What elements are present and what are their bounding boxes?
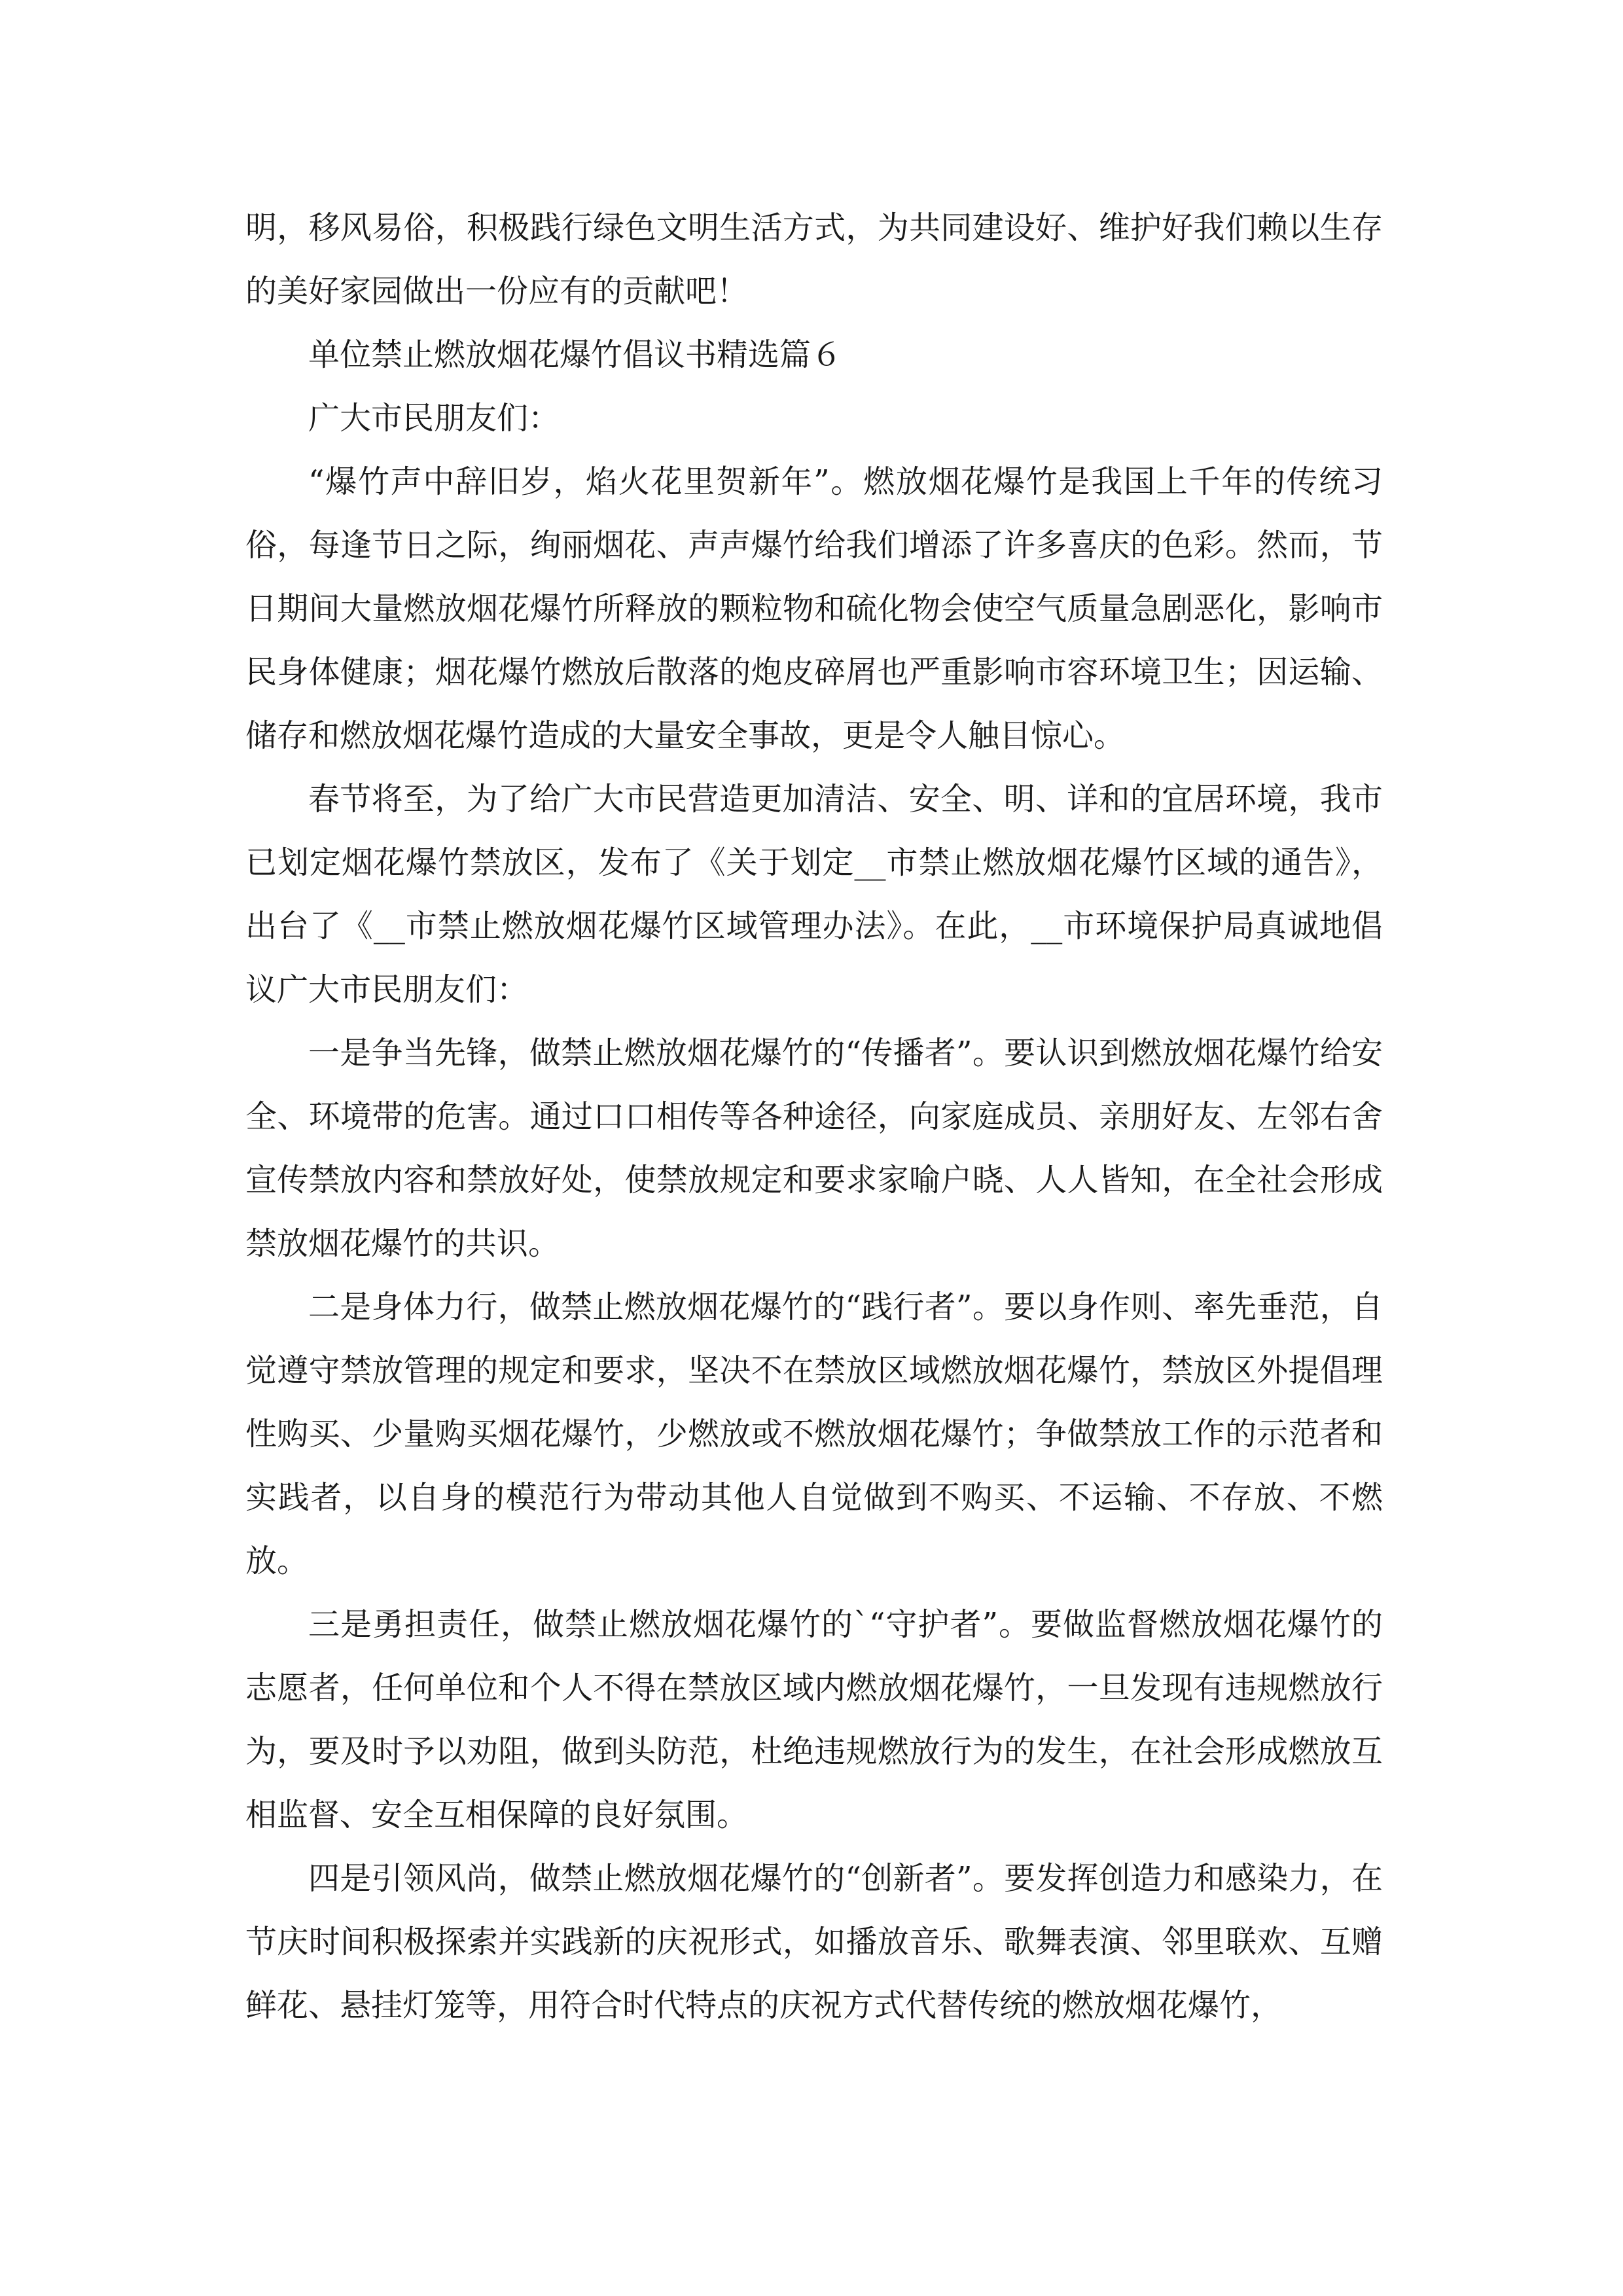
paragraph-intro: “爆竹声中辞旧岁，焰火花里贺新年”。燃放烟花爆竹是我国上千年的传统习俗，每逢节日之际，绚丽烟花、声声爆竹给我们增添了许多喜庆的色彩。然而，节日期间大量燃放烟花爆竹所释放的颗粒物和硫化物会使空气质量急剧恶化，影响市民身体健康；烟花爆竹燃放后散落的炮皮碎屑也严重影响市容环境卫生；因运输、储存和燃放烟花爆竹造成的大量安全事故，更是令人触目惊心。 bbox=[245, 463, 1383, 754]
paragraph-point-one: 一是争当先锋，做禁止燃放烟花爆竹的“传播者”。要认识到燃放烟花爆竹给安全、环境带的危害。通过口口相传等各种途径，向家庭成员、亲朋好友、左邻右舍宣传禁放内容和禁放好处，使禁放规定和要求家喻户晓、人人皆知，在全社会形成禁放烟花爆竹的共识。 bbox=[245, 1035, 1383, 1262]
document-page bbox=[245, 196, 1383, 2037]
salutation: 广大市民朋友们： bbox=[308, 400, 560, 437]
paragraph-point-four: 四是引领风尚，做禁止燃放烟花爆竹的“创新者”。要发挥创造力和感染力，在节庆时间积极探索并实践新的庆祝形式，如播放音乐、歌舞表演、邻里联欢、互赠鲜花、悬挂灯笼等，用符合时代特点的庆祝方式代替传统的燃放烟花爆竹， bbox=[245, 1860, 1383, 2024]
paragraph-point-two: 二是身体力行，做禁止燃放烟花爆竹的“践行者”。要以身作则、率先垂范，自觉遵守禁放管理的规定和要求，坚决不在禁放区域燃放烟花爆竹，禁放区外提倡理性购买、少量购买烟花爆竹，少燃放或不燃放烟花爆竹；争做禁放工作的示范者和实践者，以自身的模范行为带动其他人自觉做到不购买、不运输、不存放、不燃放。 bbox=[245, 1289, 1383, 1579]
section-title: 单位禁止燃放烟花爆竹倡议书精选篇６ bbox=[308, 336, 843, 373]
paragraph-continuation: 明，移风易俗，积极践行绿色文明生活方式，为共同建设好、维护好我们赖以生存的美好家园做出一份应有的贡献吧！ bbox=[245, 209, 1383, 310]
paragraph-spring-festival: 春节将至，为了给广大市民营造更加清洁、安全、明、详和的宜居环境，我市已划定烟花爆竹禁放区，发布了《关于划定__市禁止燃放烟花爆竹区域的通告》，出台了《__市禁止燃放烟花爆竹区域管理办法》。在此，__市环境保护局真诚地倡议广大市民朋友们： bbox=[245, 781, 1383, 1008]
paragraph-point-three: 三是勇担责任，做禁止燃放烟花爆竹的`“守护者”。要做监督燃放烟花爆竹的志愿者，任何单位和个人不得在禁放区域内燃放烟花爆竹，一旦发现有违规燃放行为，要及时予以劝阻，做到头防范，杜绝违规燃放行为的发生，在社会形成燃放互相监督、安全互相保障的良好氛围。 bbox=[245, 1606, 1383, 1833]
